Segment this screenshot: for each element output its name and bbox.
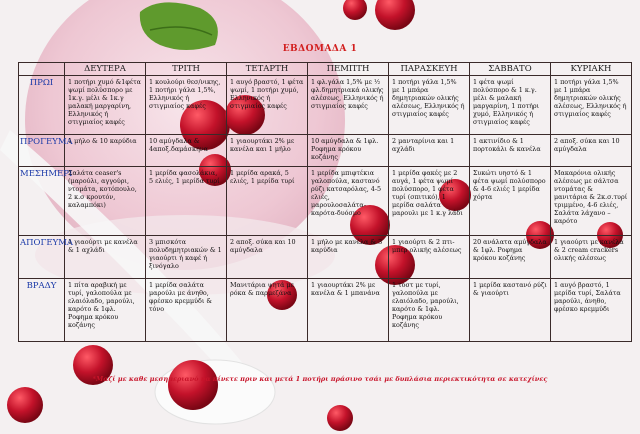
table-cell: 1 φλ.γάλα 1,5% με ½ φλ.δημητριακά ολικής αλέσεως, Ελληνικός ή στιγμιαίος καφές (308, 76, 389, 135)
meal-plan-table (18, 62, 632, 342)
table-cell: 1 ακτινίδιο & 1 πορτοκάλι & κανέλα (470, 135, 551, 167)
table-cell: 1 μερίδα φασολάκια, 5 ελιές, 1 μερίδα τυρί (146, 167, 227, 236)
table-cell: 1 γιαουρτάκι 2% με κανέλα και 1 μήλο (227, 135, 308, 167)
table-cell: 10 αμύγδαλα & 1φλ. Ροφημα κρόκου κοζάνης (308, 135, 389, 167)
meal-row-snack-afternoon (19, 236, 632, 279)
cherry (327, 405, 353, 431)
table-cell: 1 ποτήρι γάλα 1,5% με 1 μπάρα δημητριακών ολικής αλέσεως, Ελληνικός ή στιγμιαίος καφές (389, 76, 470, 135)
day-header: ΠΕΜΠΤΗ (308, 63, 389, 76)
table-cell: Μανιτάρια ψητά με ρόκα & παρμεζάνα (227, 279, 308, 342)
table-cell: 1 μερίδα μπιφτέκια γαλοπούλα, καστανό ρύζι κατσαρόλας, 4-5 ελιές, μαρουλοσαλάτα-καρότα-δυόσμο (308, 167, 389, 236)
table-cell: 1 φέτα ψωμί πολύσπορο & 1 κ.γ. μέλι & μαλακή μαργαρίνη, 1 ποτήρι χυμό, Ελληνικός ή στιγμιαίος καφές (470, 76, 551, 135)
table-cell: 10 αμύγδαλα & 4αποξ.δαμάσκηνα (146, 135, 227, 167)
table-cell: 1 γιαούρτι & 2 πτι-μπερ ολικής αλέσεως (389, 236, 470, 279)
table-cell: 1 κουλούρι θεσ/νικης, 1 ποτήρι γάλα 1,5%, Ελληνικός ή στιγμιαίος καφές (146, 76, 227, 135)
meal-label: ΒΡΑΔΥ (19, 279, 65, 342)
table-cell: 2 αποξ. σύκα και 10 αμύγδαλα (227, 236, 308, 279)
meal-label: ΑΠΟΓΕΥΜΑ (19, 236, 65, 279)
table-cell: 1 μήλο με κανέλα & 3 καρύδια (308, 236, 389, 279)
meal-label: ΜΕΣΗΜΕΡΙ (19, 167, 65, 236)
day-header: ΣΑΒΒΑΤΟ (470, 63, 551, 76)
table-cell: Συκώτι υηστό & 1 φέτα ψωμί πολύσπορο & 4-6 ελιές 1 μερίδα χόρτα (470, 167, 551, 236)
table-cell: 1 μήλο & 10 καρύδια (65, 135, 146, 167)
meal-row-dinner (19, 279, 632, 342)
table-cell: 1 γιαούρτι με κανέλα & 1 αχλάδι (65, 236, 146, 279)
cherry (168, 360, 218, 410)
table-cell: 1 πίτα αραβική με τυρί, γαλοπούλα με ελαιόλαδο, μαρούλι, καρότο & 1φλ. Ροφημα κρόκου κοζάνης (65, 279, 146, 342)
table-cell: 1 γιαουρτάκι 2% με κανέλα & 1 μπανάνα (308, 279, 389, 342)
day-header: ΚΥΡΙΑΚΗ (551, 63, 632, 76)
table-cell: 2 αποξ. σύκα και 10 αμύγδαλα (551, 135, 632, 167)
meal-label: ΠΡΩΙ (19, 76, 65, 135)
table-cell: 20 ανάλατα αμύγδαλα & 1φλ. Ροφημα κρόκου κοζάνης (470, 236, 551, 279)
table-cell: 1 μερίδα καστανό ρύζι & γιαούρτι (470, 279, 551, 342)
table-cell: 1 αυγό βραστό, 1 φέτα ψωμί, 1 ποτήρι χυμό, Ελληνικός ή στιγμιαίος καφές (227, 76, 308, 135)
meal-row-snack-morning (19, 135, 632, 167)
meal-row-breakfast (19, 76, 632, 135)
meal-label: ΠΡΟΓΕΥΜΑ (19, 135, 65, 167)
table-cell: 1 ποτήρι γάλα 1,5% με 1 μπάρα δημητριακών ολικής αλέσεως, Ελληνικός ή στιγμιαίος καφές (551, 76, 632, 135)
day-header: ΤΡΙΤΗ (146, 63, 227, 76)
header-row (19, 63, 632, 76)
table-cell: 1 αυγό βραστό, 1 μερίδα τυρί, Σαλάτα μαρούλι, άνηθο, φρέσκο κρεμμύδι (551, 279, 632, 342)
day-header: ΤΕΤΑΡΤΗ (227, 63, 308, 76)
meal-row-lunch (19, 167, 632, 236)
table-cell: 1 ποτήρι χυμό &1φέτα ψωμί πολύσπορο με 1κ.γ. μέλι & 1κ.γ μαλακή μαργαρίνη, Ελληνικός ή στιγμιαίος καφές (65, 76, 146, 135)
page-title: ΕΒΔΟΜΑΔΑ 1 (282, 44, 358, 54)
table-cell: 1 μερίδα σαλάτα μαρούλι με άνηθο, φρέσκο κρεμμύδι & τόνο (146, 279, 227, 342)
day-header: ΠΑΡΑΣΚΕΥΗ (389, 63, 470, 76)
footnote: *Μαζί με καθε μεσημεριανό να πίνετε πριν και μετά 1 ποτήρι πράσινο τσάι με δυπλάσια περιεκτικότητα σε κατεχίνες (92, 375, 548, 383)
table-cell: 1 μερίδα αρακά, 5 ελιές, 1 μερίδα τυρί (227, 167, 308, 236)
day-header: ΔΕΥΤΕΡΑ (65, 63, 146, 76)
table-cell: Μακαρόνια ολικής αλέσεως με σάλτσα ντομάτας & μανιτάρια & 2κ.σ.τυρί τριμμένο, 4-6 ελιές, Σαλάτα λάχανο – καρότο (551, 167, 632, 236)
table-cell: 1 τοστ με τυρί, γαλοπούλα με ελαιόλαδο, μαρούλι, καρότο & 1φλ. Ροφημα κρόκου κοζάνης (389, 279, 470, 342)
table-cell: Σαλάτα ceaser's (μαρούλι, αγγούρι, ντομάτα, κοτόπουλο, 2 κ.σ κρουτόν, καλαμπόκι) (65, 167, 146, 236)
cherry (7, 387, 43, 423)
table-cell: 1 γιαούρτι με κανέλα & 2 cream crackers ολικής αλέσεως (551, 236, 632, 279)
table-cell: 3 μπισκότα πολυδημητριακών & 1 γιαούρτι ή καφέ ή ξινόγαλο (146, 236, 227, 279)
table-cell: 2 μανταρίνια και 1 αχλάδι (389, 135, 470, 167)
corner-cell (19, 63, 65, 76)
table-cell: 1 μερίδα φακές με 2 αυγά, 1 φέτα ψωμί πολύσπορο, 1 φέτα τυρί (σπιτικό), 1 μερίδα σαλάτα μαρουλι με 1 κ.γ λάδι (389, 167, 470, 236)
